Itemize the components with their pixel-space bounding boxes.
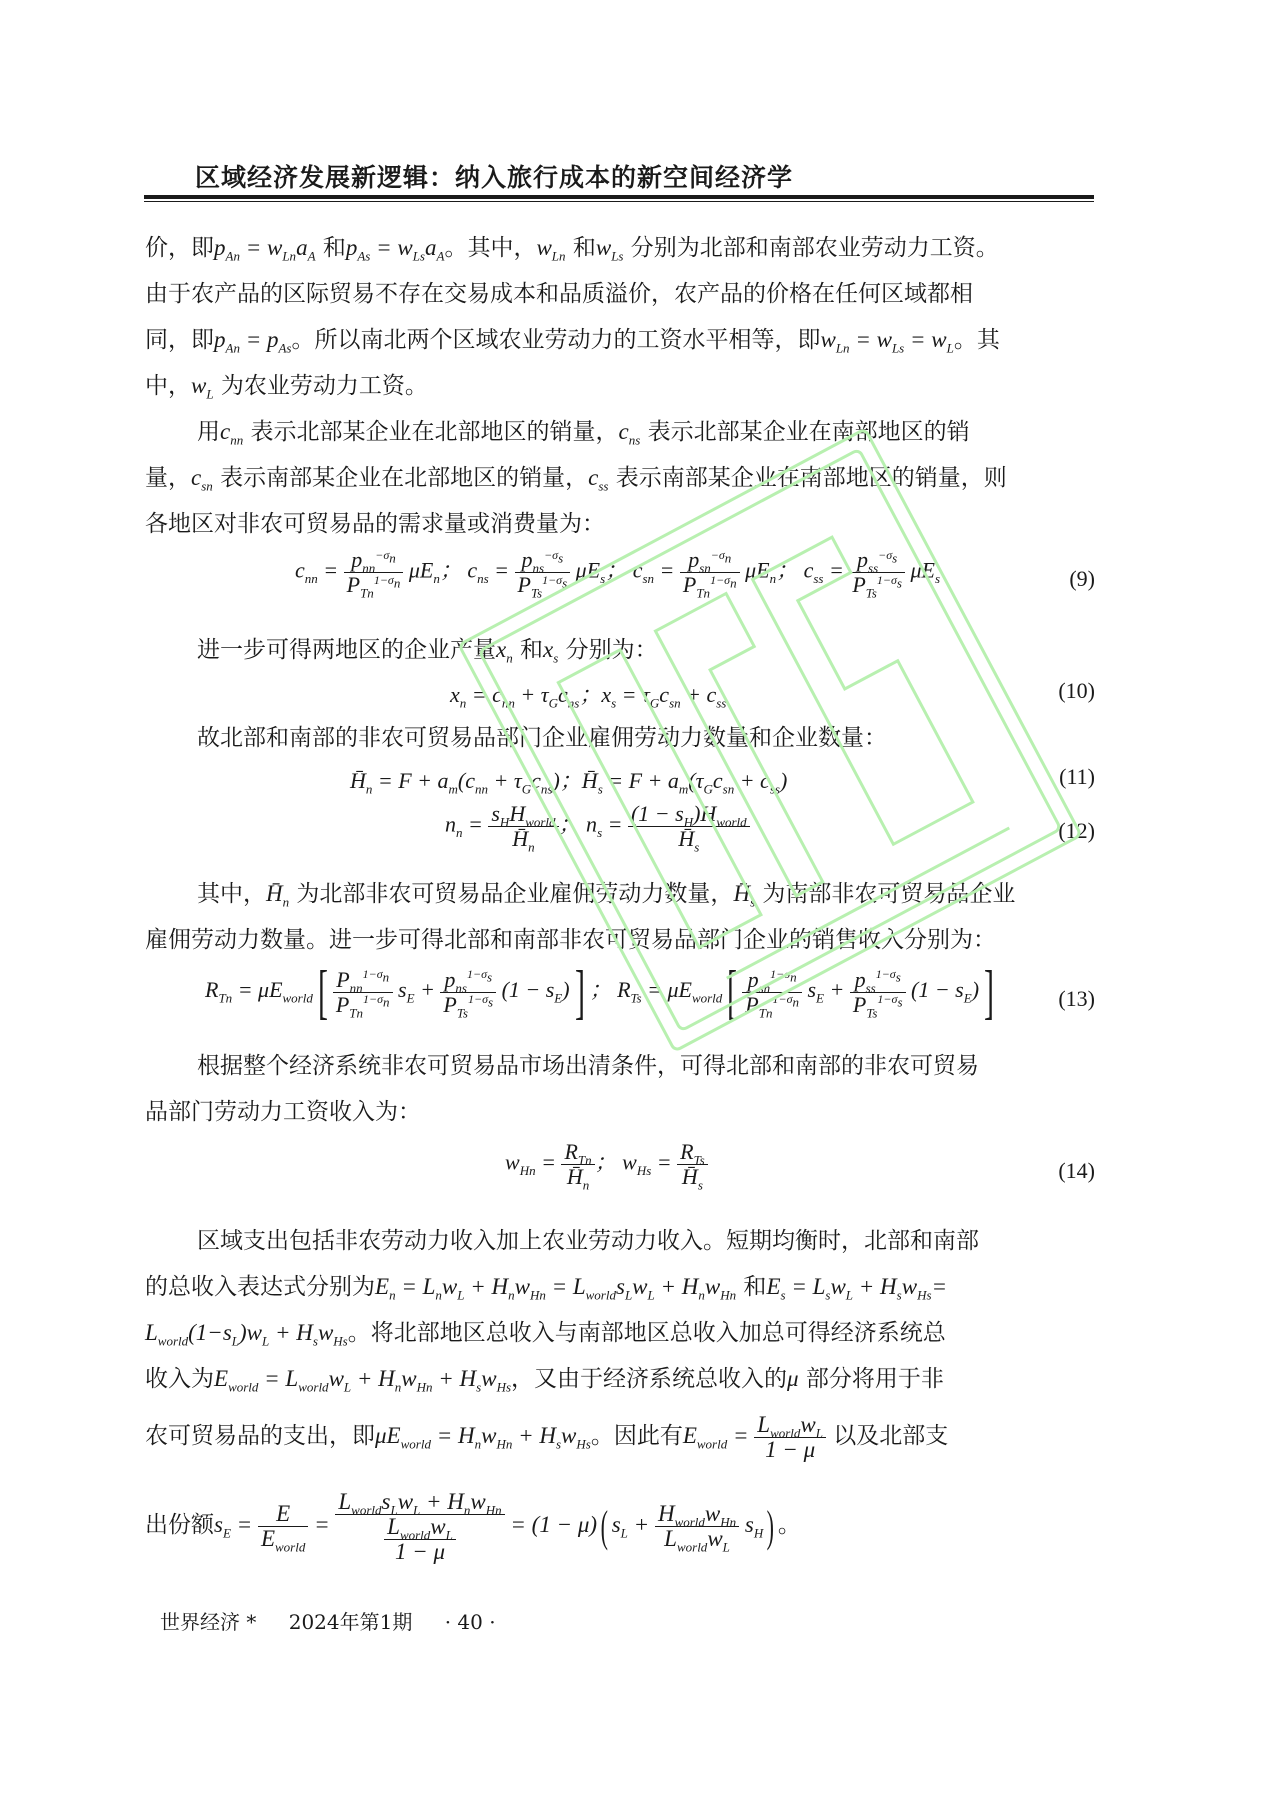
text-line: 出份额$s_E$ = $\frac{E}{E_{world}}$ = $\frac{L_{world}s_Lw_L + H_nw_{Hn}}{\frac{L_{world}w_L}{1 - \mu}}$ = (1 − μ)( $s_L$ + $\frac{H_{world}w_{Hn}}{L_{world}w_L}$ $s_H$) 。 (145, 1488, 801, 1564)
journal-name: 世界经济 * (160, 1610, 257, 1634)
header-rule-thin (144, 201, 1094, 202)
equation-number: (13) (1058, 986, 1095, 1011)
equation-13: $R_{Tn} = \mu E_{world}$[ $\frac{P_{nn}^{1-\sigma_n}}{P_{Tn}^{1-\sigma_n}}$ $s_E$ + $\frac{p_{ns}^{1-\sigma_s}}{P_{Ts}^{1-\sigma_s}}$ $(1 - s_E)$] ； $R_{Ts} = \mu E_{world}$[ $\frac{p_{sn}^{1-\sigma_n}}{P_{Tn}^{1-\sigma_n}}$ $s_E$ + $\frac{p_{ss}^{1-\sigma_s}}{P_{Ts}^{1-\sigma_s}}$ $(1 - s_E)$] (13) (205, 959, 1095, 1025)
issue-label: 2024年第1期 (288, 1610, 413, 1634)
text-line: 其中，$H̄_n$ 为北部非农可贸易品企业雇佣劳动力数量，$H̄_s$ 为南部非农可贸易品企业 (197, 881, 1016, 910)
paragraph-7 (145, 1218, 1095, 1580)
equation-number: (14) (1058, 1158, 1095, 1183)
text-line: 雇佣劳动力数量。进一步可得北部和南部非农可贸易品部门企业的销售收入分别为： (145, 927, 996, 953)
text-line: 品部门劳动力工资收入为： (145, 1099, 421, 1125)
text-line: $L_{world}(1-s_L)w_L + H_sw_{Hs}$。将北部地区总收入与南部地区总收入加总可得经济系统总 (145, 1320, 946, 1349)
text-line: 各地区对非农可贸易品的需求量或消费量为： (145, 511, 605, 537)
running-title: 区域经济发展新逻辑：纳入旅行成本的新空间经济学 (195, 163, 794, 192)
text-line: 同，即$p_{An} = p_{As}$。所以南北两个区域农业劳动力的工资水平相等，即$w_{Ln} = w_{Ls} = w_L$。其 (145, 327, 1000, 356)
text-line: 中，$w_L$ 为农业劳动力工资。 (145, 373, 428, 402)
text-line: 进一步可得两地区的企业产量$x_n$ 和$x_s$ 分别为： (197, 637, 658, 666)
paragraph-4 (145, 715, 1095, 761)
equation-12: $n_n$ = $\frac{s_HH_{world}}{H̄_n}$ ； $n_s$ = $\frac{(1 - s_H)H_{world}}{H̄_s}$ (12) (445, 801, 1095, 855)
text-line: 价，即$p_{An} = w_{Ln}a_A$ 和$p_{As} = w_{Ls}a_A$。其中，$w_{Ln}$ 和$w_{Ls}$ 分别为北部和南部农业劳动力工资。 (145, 235, 999, 264)
equation-number: (11) (1059, 764, 1095, 789)
equation-10: $x_n = c_{nn} + \tau_Gc_{ns}$；$x_s = \tau_Gc_{sn} + c_{ss}$ (10) (450, 678, 1095, 711)
equation-9: $c_{nn}$ = $\frac{p_{nn}^{-\sigma_n}}{P_{Tn}^{1-\sigma_n}}$ $\mu E_n$； $c_{ns}$ = $\frac{p_{ns}^{-\sigma_s}}{P_{Ts}^{1-\sigma_s}}$ $\mu E_s$； $c_{sn}$ = $\frac{p_{sn}^{-\sigma_n}}{P_{Tn}^{1-\sigma_n}}$ $\mu E_n$； $c_{ss}$ = $\frac{p_{ss}^{-\sigma_s}}{P_{Ts}^{1-\sigma_s}}$ $\mu E_s$ (9) (295, 547, 1095, 601)
page-footer (160, 1606, 522, 1635)
paragraph-5 (145, 871, 1095, 963)
text-line: 的总收入表达式分别为$E_n = L_nw_L + H_nw_{Hn} = L_{world}s_Lw_L + H_nw_{Hn}$ 和$E_s = L_sw_L + H_sw_{Hs}=$ (145, 1274, 948, 1303)
text-line: 故北部和南部的非农可贸易品部门企业雇佣劳动力数量和企业数量： (197, 725, 887, 751)
text-line: 由于农产品的区际贸易不存在交易成本和品质溢价，农产品的价格在任何区域都相 (145, 281, 973, 307)
equation-number: (10) (1058, 678, 1095, 703)
text-line: 量，$c_{sn}$ 表示南部某企业在北部地区的销量，$c_{ss}$ 表示南部某企业在南部地区的销量，则 (145, 465, 1007, 494)
equation-11: $H̄_n = F + a_m(c_{nn} + \tau_Gc_{ns})$；$H̄_s = F + a_m(\tau_Gc_{sn} + c_{ss})$ (11) (350, 764, 1095, 797)
text-line: 农可贸易品的支出，即$\mu E_{world} = H_nw_{Hn} + H_sw_{Hs}$。因此有$E_{world}$ = $\frac{L_{world}w_L}{1 - \mu}$ 以及北部支 (145, 1412, 949, 1463)
text-line: 区域支出包括非农劳动力收入加上农业劳动力收入。短期均衡时，北部和南部 (197, 1228, 979, 1254)
header-rule-thick (144, 195, 1094, 199)
paragraph-6 (145, 1043, 1095, 1135)
text-line: 根据整个经济系统非农可贸易品市场出清条件，可得北部和南部的非农可贸易 (197, 1053, 979, 1079)
equation-number: (9) (1069, 566, 1095, 591)
paragraph-1 (145, 225, 1095, 409)
text-line: 收入为$E_{world} = L_{world}w_L + H_nw_{Hn} + H_sw_{Hs}$，又由于经济系统总收入的μ 部分将用于非 (145, 1366, 944, 1395)
equation-14: $w_{Hn}$ = $\frac{R_{Tn}}{H̄_n}$ ； $w_{Hs}$ = $\frac{R_{Ts}}{H̄_s}$ (14) (505, 1139, 1095, 1193)
paragraph-3 (145, 627, 1095, 673)
text-line: 用$c_{nn}$ 表示北部某企业在北部地区的销量，$c_{ns}$ 表示北部某企业在南部地区的销 (197, 419, 970, 448)
paragraph-2 (145, 409, 1095, 547)
equation-number: (12) (1058, 818, 1095, 843)
page-number: · 40 · (444, 1610, 496, 1634)
